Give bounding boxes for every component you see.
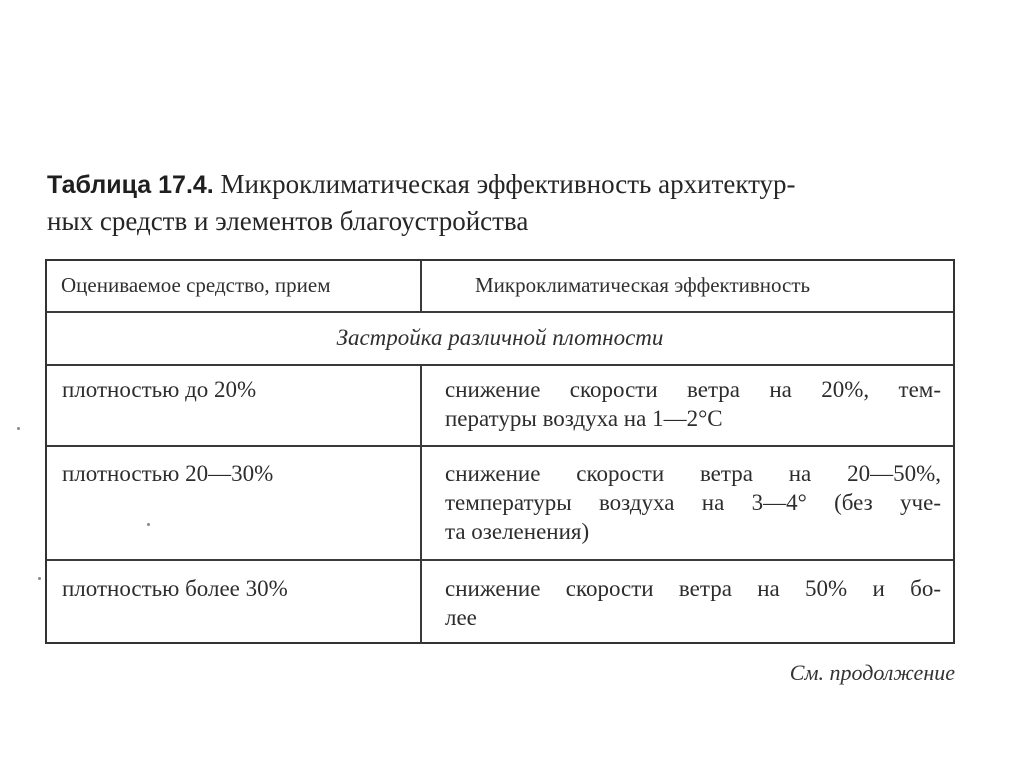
column-header-means: Оцениваемое средство, прием [61,273,331,297]
body-column-divider [420,364,422,644]
scan-speck [147,523,150,526]
row-1-means: плотностью до 20% [62,377,257,402]
row-1-effect [445,375,941,433]
row-2-effect [445,459,941,546]
row-2-effect-line-3: та озеленения) [445,519,590,544]
table-caption [47,166,967,239]
scan-speck [38,577,41,580]
row-1-effect-line-1: снижение скорости ветра на 20%, тем- [445,377,941,402]
row-1-bottom-rule [47,445,953,447]
row-3-effect-line-2: лее [445,605,477,630]
caption-label: Таблица 17.4. [47,171,214,199]
column-header-effect: Микроклиматическая эффективность [475,273,811,297]
scan-speck [17,427,20,430]
caption-title-part-1: Микроклиматическая эффективность архитектур- [213,169,796,199]
row-1-effect-line-2: пературы воздуха на 1—2°С [445,406,723,431]
row-2-bottom-rule [47,559,953,561]
continuation-note: См. продолжение [789,660,955,685]
microclimate-table [45,259,955,644]
row-3-means: плотностью более 30% [62,576,288,601]
row-3-effect [445,574,941,632]
section-title: Застройка различной плотности [336,325,664,350]
row-3-effect-line-1: снижение скорости ветра на 50% и бо- [445,576,941,601]
section-bottom-rule [47,364,953,366]
header-bottom-rule [47,311,953,313]
caption-title-part-2: ных средств и элементов благоустройства [47,206,529,236]
row-2-effect-line-1: снижение скорости ветра на 20—50%, [445,461,941,486]
header-column-divider [420,261,422,311]
row-2-effect-line-2: температуры воздуха на 3—4° (без уче- [445,490,941,515]
caption-line-1 [47,166,967,203]
row-2-means: плотностью 20—30% [62,461,274,486]
